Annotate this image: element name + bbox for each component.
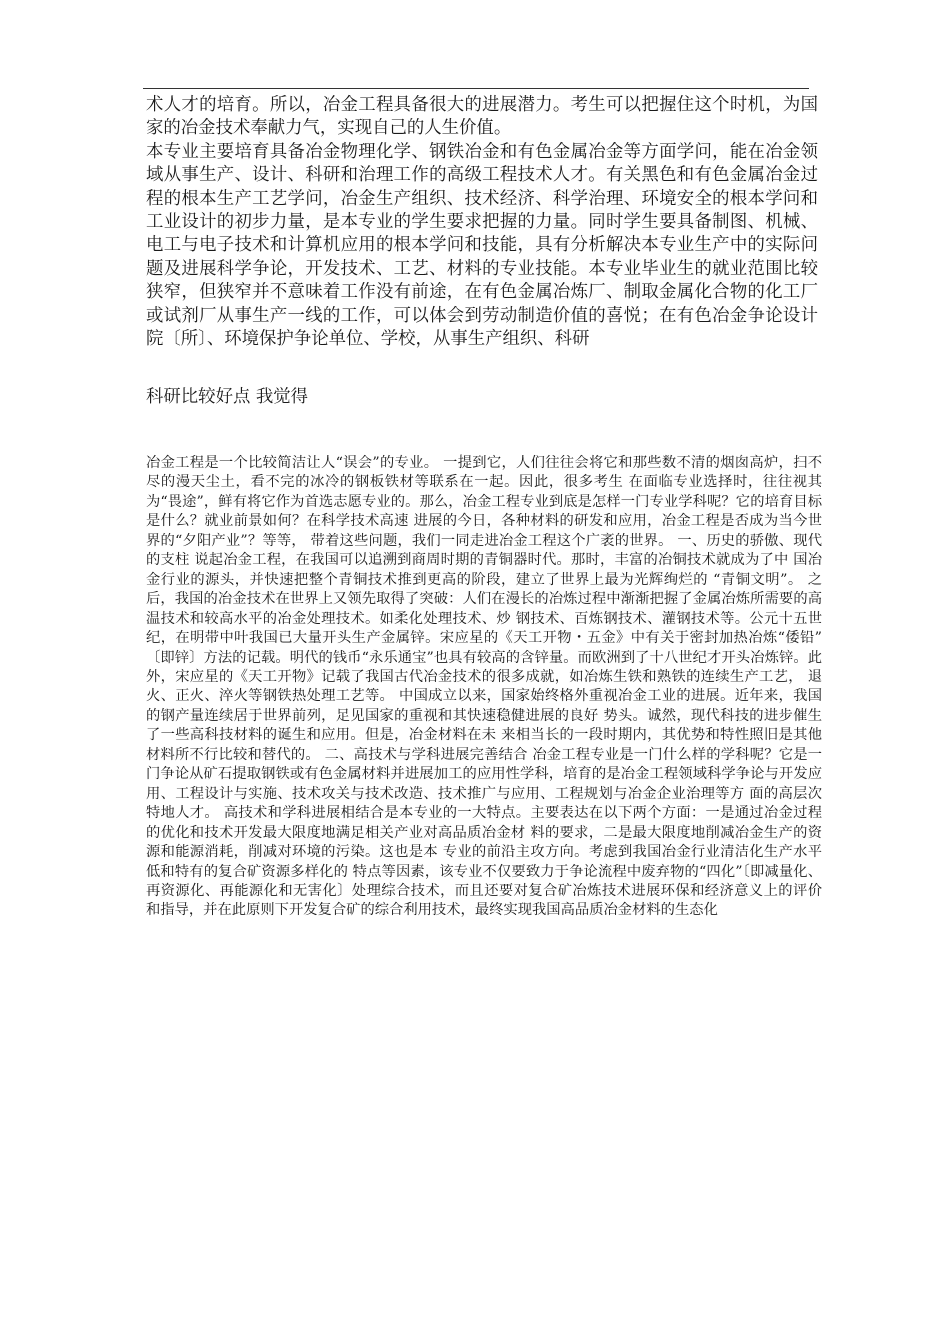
comment-text: 科研比较好点 我觉得	[146, 387, 309, 407]
header-rule	[143, 88, 809, 89]
paragraph-metallurgy-overview: 冶金工程是一个比较简洁让人“误会”的专业。 一提到它，人们往往会将它和那些数不清的烟囱高炉，扫不尽的漫天尘土，看不完的冰冷的钢板铁材等联系在一起。因此，很多考生 在面临专业选择时，往往视其为“畏途”，鲜有将它作为首选志愿专业的。那么，冶金工程专业到底是怎样一门专业学科呢？它的培育目标是什么？就业前景如何？在科学技术高速 进展的今日，各种材料的研发和应用，冶金工程是否成为当今世界的“夕阳产业”？等等， 带着这些问题，我们一同走进冶金工程这个广袤的世界。 一、历史的骄傲、现代的支柱 说起冶金工程，在我国可以追溯到商周时期的青铜器时代。那时，丰富的冶铜技术就成为了中 国冶金行业的源头，并快速把整个青铜技术推到更高的阶段，建立了世界上最为光辉绚烂的 “青铜文明”。 之后，我国的冶金技术在世界上又领先取得了突破：人们在漫长的冶炼过程中渐渐把握了金属冶炼所需要的高温技术和较高水平的冶金处理技术。如柔化处理技术、炒 钢技术、百炼钢技术、灌钢技术等。公元十五世纪，在明带中叶我国已大量开头生产金属锌。宋应星的《天工开物・五金》中有关于密封加热冶炼“倭铅” 〔即锌〕方法的记载。明代的钱币“永乐通宝”也具有较高的含锌量。而欧洲到了十八世纪才开头冶炼锌。此外，宋应星的《天工开物》记载了我国古代冶金技术的很多成就，如冶炼生铁和熟铁的连续生产工艺， 退火、正火、淬火等钢铁热处理工艺等。 中国成立以来，国家始终格外重视冶金工业的进展。近年来，我国的钢产量连续居于世界前列，足见国家的重视和其快速稳健进展的良好 势头。诚然，现代科技的进步催生了一些高科技材料的诞生和应用。但是，冶金材料在未 来相当长的一段时期内，其优势和特性照旧是其他材料所不行比较和替代的。 二、高技术与学科进展完善结合 冶金工程专业是一门什么样的学科呢？它是一门争论从矿石提取钢铁或有色金属材料并进展加工的应用性学科，培育的是冶金工程领域科学争论与开发应用、工程设计与实施、技术攻关与技术改造、技术推广与应用、工程规划与冶金企业治理等方 面的高层次特地人才。 高技术和学科进展相结合是本专业的一大特点。主要表达在以下两个方面：一是通过冶金过程的优化和技术开发最大限度地满足相关产业对高品质冶金材 料的要求，二是最大限度地削减冶金生产的资源和能源消耗，削减对环境的污染。这也是本 专业的前沿主攻方向。考虑到我国冶金行业清洁化生产水平低和特有的复合矿资源多样化的 特点等因素，该专业不仅要致力于争论流程中废弃物的“四化”〔即减量化、再资源化、再能源化和无害化〕处理综合技术，而且还要对复合矿冶炼技术进展环保和经济意义上的评价 和指导，并在此原则下开发复合矿的综合利用技术，最终实现我国高品质冶金材料的生态化	[146, 455, 822, 919]
paragraph-talent-cultivation: 术人才的培育。所以，冶金工程具备很大的进展潜力。考生可以把握住这个时机，为国家的冶金技术奉献力气，实现自己的人生价值。	[146, 95, 818, 139]
section-career-outlook	[146, 94, 818, 351]
paragraph-training-goals: 本专业主要培育具备冶金物理化学、钢铁冶金和有色金属冶金等方面学问，能在冶金领域从事生产、设计、科研和治理工作的高级工程技术人才。有关黑色和有色金属冶金过程的根本生产工艺学问，冶金生产组织、技术经济、科学治理、环境安全的根本学问和工业设计的初步力量，是本专业的学生要求把握的力量。同时学生要具备制图、机械、电工与电子技术和计算机应用的根本学问和技能，具有分析解决本专业生产中的实际问题及进展科学争论，开发技术、工艺、材料的专业技能。本专业毕业生的就业范围比较狭窄，但狭窄并不意味着工作没有前途，在有色金属冶炼厂、制取金属化合物的化工厂或试剂厂从事生产一线的工作，可以体会到劳动制造价值的喜悦；在有色冶金争论设计院〔所〕、环境保护争论单位、学校，从事生产组织、科研	[146, 141, 818, 350]
section-metallurgy-introduction	[146, 454, 822, 921]
